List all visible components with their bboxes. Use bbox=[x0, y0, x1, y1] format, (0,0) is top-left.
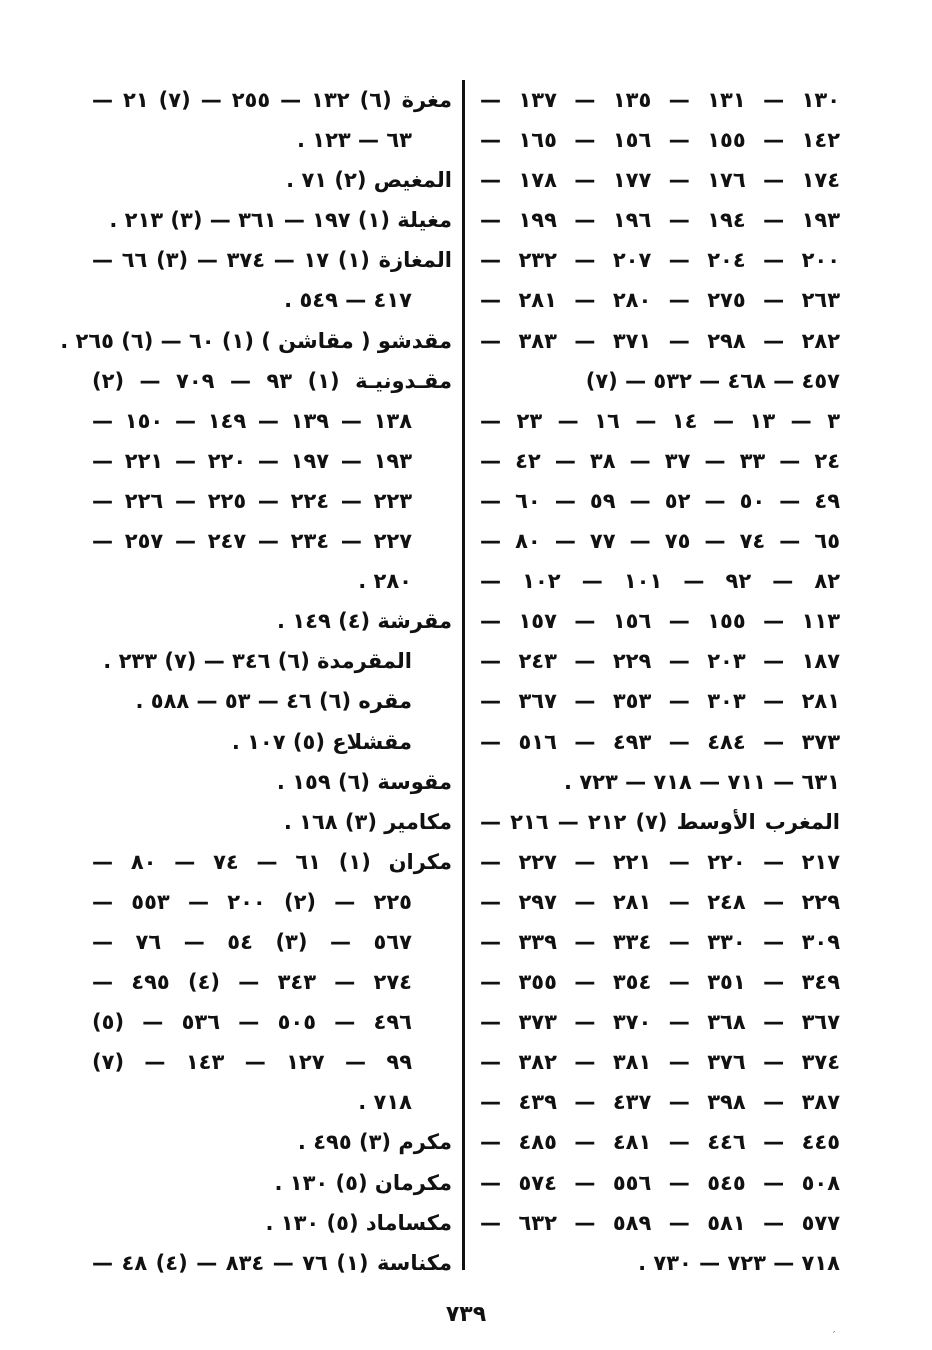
right-column-line: ٢١٧ — ٢٢٠ — ٢٢١ — ٢٢٧ — bbox=[480, 849, 841, 874]
right-column-line: ١٣٠ — ١٣١ — ١٣٥ — ١٣٧ — bbox=[480, 88, 841, 112]
page-number: ٧٣٩ bbox=[445, 1302, 487, 1327]
left-column-line: ٥٦٧ — (٣) ٥٤ — ٧٦ — bbox=[92, 929, 412, 954]
left-column-line: ٢٢٧ — ٢٣٤ — ٢٤٧ — ٢٥٧ — bbox=[92, 529, 413, 554]
left-column-line: مغرة (٦) ١٣٢ — ٢٥٥ — (٧) ٢١ — bbox=[92, 88, 452, 112]
left-column-line: ٤٩٦ — ٥٠٥ — ٥٣٦ — (٥) bbox=[92, 1010, 412, 1035]
right-column-line: ٢٨٢ — ٢٩٨ — ٣٧١ — ٣٨٣ — bbox=[480, 328, 841, 353]
right-column-line: ٢٠٠ — ٢٠٤ — ٢٠٧ — ٢٣٢ — bbox=[480, 248, 841, 273]
left-column-line: مقوسة (٦) ١٥٩ . bbox=[276, 769, 452, 794]
left-column-line: مكناسة (١) ٧٦ — ٨٣٤ — (٤) ٤٨ — bbox=[92, 1250, 452, 1275]
left-column-line: ١٩٣ — ١٩٧ — ٢٢٠ — ٢٢١ — bbox=[92, 448, 413, 473]
left-column-line: مقدشو ( مقاشن ) (١) ٦٠ — (٦) ٢٦٥ . bbox=[60, 328, 452, 353]
right-column-line: ٤٥٧ — ٤٦٨ — ٥٣٢ — (٧) bbox=[585, 368, 840, 393]
column-divider bbox=[462, 80, 465, 1270]
left-column-line: ٩٩ — ١٢٧ — ١٤٣ — (٧) bbox=[92, 1050, 413, 1075]
right-column-line: المغرب الأوسط (٧) ٢١٢ — ٢١٦ — bbox=[480, 809, 840, 834]
left-column-line: مقشلاع (٥) ١٠٧ . bbox=[231, 729, 412, 754]
left-column bbox=[60, 80, 452, 1283]
left-column-line: مقره (٦) ٤٦ — ٥٣ — ٥٨٨ . bbox=[135, 689, 412, 714]
right-column-line: ٢٨١ — ٣٠٣ — ٣٥٣ — ٣٦٧ — bbox=[480, 689, 841, 714]
right-column-line: ٦٣١ — ٧١١ — ٧١٨ — ٧٢٣ . bbox=[564, 769, 840, 794]
right-column-line: ٥٧٧ — ٥٨١ — ٥٨٩ — ٦٣٢ — bbox=[480, 1210, 841, 1235]
left-column-line: ٢٨٠ . bbox=[358, 569, 412, 594]
left-column-line: ٢٢٣ — ٢٢٤ — ٢٢٥ — ٢٢٦ — bbox=[92, 488, 413, 513]
right-column-line: ٣٧٤ — ٣٧٦ — ٣٨١ — ٣٨٢ — bbox=[480, 1050, 841, 1075]
right-column-line: ٢٤ — ٣٣ — ٣٧ — ٣٨ — ٤٢ — bbox=[480, 448, 841, 473]
print-speck: ′ bbox=[833, 1330, 836, 1341]
left-column-line: المقرمدة (٦) ٣٤٦ — (٧) ٢٣٣ . bbox=[103, 649, 412, 674]
right-column-line: ٤٩ — ٥٠ — ٥٢ — ٥٩ — ٦٠ — bbox=[480, 488, 841, 513]
right-column-line: ١١٣ — ١٥٥ — ١٥٦ — ١٥٧ — bbox=[480, 609, 841, 634]
right-column-line: ١٧٤ — ١٧٦ — ١٧٧ — ١٧٨ — bbox=[480, 168, 841, 193]
right-column bbox=[480, 80, 840, 1283]
left-column-line: مكرم (٣) ٤٩٥ . bbox=[297, 1130, 452, 1155]
right-column-line: ١٨٧ — ٢٠٣ — ٢٢٩ — ٢٤٣ — bbox=[480, 649, 841, 674]
left-column-line: مكرمان (٥) ١٣٠ . bbox=[274, 1170, 452, 1195]
left-column-line: مقرشة (٤) ١٤٩ . bbox=[277, 609, 452, 634]
right-column-line: ٤٤٥ — ٤٤٦ — ٤٨١ — ٤٨٥ — bbox=[480, 1130, 841, 1155]
right-column-line: ٨٢ — ٩٢ — ١٠١ — ١٠٢ — bbox=[480, 569, 841, 594]
right-column-line: ٣٨٧ — ٣٩٨ — ٤٣٧ — ٤٣٩ — bbox=[480, 1090, 841, 1115]
right-column-line: ١٩٣ — ١٩٤ — ١٩٦ — ١٩٩ — bbox=[480, 208, 841, 233]
right-column-line: ٣ — ١٣ — ١٤ — ١٦ — ٢٣ — bbox=[480, 408, 841, 433]
left-column-line: المغازة (١) ١٧ — ٣٧٤ — (٣) ٦٦ — bbox=[92, 248, 452, 273]
left-column-line: ٢٧٤ — ٣٤٣ — (٤) ٤٩٥ — bbox=[92, 970, 412, 995]
right-column-line: ٢٦٣ — ٢٧٥ — ٢٨٠ — ٢٨١ — bbox=[480, 288, 841, 313]
right-column-line: ٣٤٩ — ٣٥١ — ٣٥٤ — ٣٥٥ — bbox=[480, 970, 841, 995]
right-column-line: ٣٦٧ — ٣٦٨ — ٣٧٠ — ٣٧٣ — bbox=[480, 1010, 841, 1035]
left-column-line: ٧١٨ . bbox=[358, 1090, 412, 1115]
left-column-line: ٤١٧ — ٥٤٩ . bbox=[284, 288, 412, 313]
right-column-line: ٧١٨ — ٧٢٣ — ٧٣٠ . bbox=[638, 1250, 840, 1275]
right-column-line: ٣٧٣ — ٤٨٤ — ٤٩٣ — ٥١٦ — bbox=[480, 729, 841, 754]
left-column-line: مكامير (٣) ١٦٨ . bbox=[283, 809, 452, 834]
left-column-line: مقـدونيـة (١) ٩٣ — ٧٠٩ — (٢) bbox=[92, 368, 452, 393]
left-column-line: مكساماد (٥) ١٣٠ . bbox=[265, 1210, 452, 1235]
left-column-line: ٢٢٥ — (٢) ٢٠٠ — ٥٥٣ — bbox=[92, 889, 412, 914]
left-column-line: مكران (١) ٦١ — ٧٤ — ٨٠ — bbox=[92, 849, 452, 874]
right-column-line: ٥٠٨ — ٥٤٥ — ٥٥٦ — ٥٧٤ — bbox=[480, 1170, 841, 1195]
right-column-line: ٦٥ — ٧٤ — ٧٥ — ٧٧ — ٨٠ — bbox=[480, 529, 841, 554]
right-column-line: ٣٠٩ — ٣٣٠ — ٣٣٤ — ٣٣٩ — bbox=[480, 929, 841, 954]
left-column-line: ١٣٨ — ١٣٩ — ١٤٩ — ١٥٠ — bbox=[92, 408, 413, 433]
left-column-line: المغيص (٢) ٧١ . bbox=[286, 168, 452, 193]
right-column-line: ٢٢٩ — ٢٤٨ — ٢٨١ — ٢٩٧ — bbox=[480, 889, 841, 914]
left-column-line: ٦٣ — ١٢٣ . bbox=[296, 128, 412, 153]
right-column-line: ١٤٢ — ١٥٥ — ١٥٦ — ١٦٥ — bbox=[480, 128, 841, 153]
left-column-line: مغيلة (١) ١٩٧ — ٣٦١ — (٣) ٢١٣ . bbox=[109, 208, 452, 233]
